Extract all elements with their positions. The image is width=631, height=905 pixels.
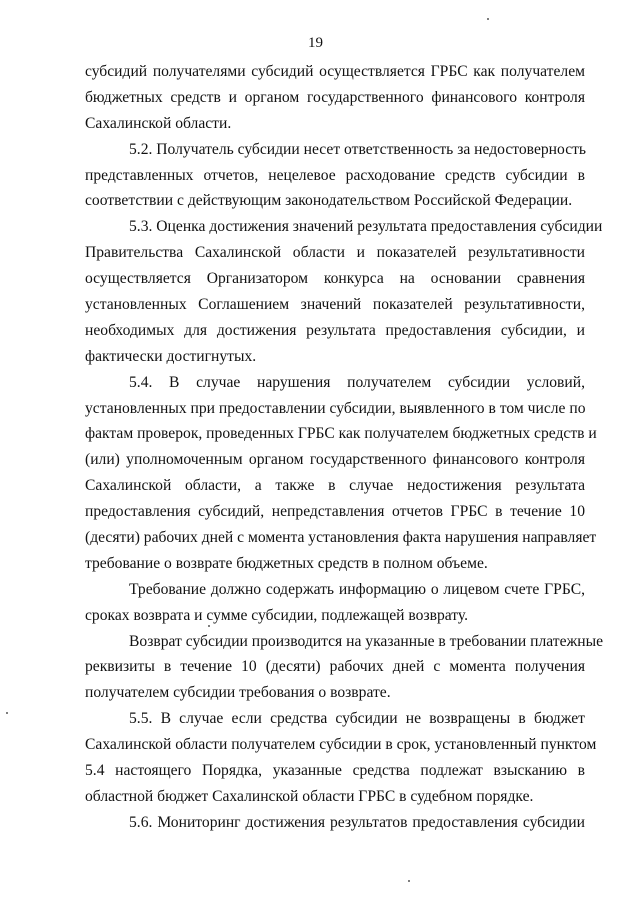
text-line: сроках возврата и сумме субсидии, подлежащей возврату.	[85, 606, 469, 624]
paragraph-requirement	[85, 577, 585, 629]
text-line: фактам проверок, проведенных ГРБС как получателем бюджетных средств и	[85, 425, 597, 443]
text-line: субсидий получателями субсидий осуществляется ГРБС как получателем	[85, 63, 585, 80]
text-line: 5.6. Мониторинг достижения результатов предоставления субсидии	[129, 813, 585, 831]
paragraph-5-4	[85, 370, 597, 577]
text-line: областной бюджет Сахалинской области ГРБС в судебном порядке.	[85, 787, 534, 805]
scan-speck	[208, 625, 210, 627]
scan-speck	[6, 712, 8, 714]
text-line: осуществляется Организатором конкурса на основании сравнения	[85, 270, 585, 288]
paragraph-5-2	[85, 137, 585, 215]
text-line: получателем субсидии требования о возврате.	[85, 684, 391, 702]
text-line: установленных Соглашением значений показателей результативности,	[85, 296, 585, 314]
text-line: Сахалинской области получателем субсидии в срок, установленный пунктом	[85, 736, 597, 754]
text-line: 5.2. Получатель субсидии несет ответственность за недостоверность	[129, 140, 587, 158]
text-line: установленных при предоставлении субсидии, выявленного в том числе по	[85, 399, 586, 417]
text-line: представленных отчетов, нецелевое расходование средств субсидии в	[85, 166, 585, 184]
text-line: Требование должно содержать информацию о лицевом счете ГРБС,	[129, 580, 585, 598]
page-number: 19	[308, 35, 323, 51]
text-line: Правительства Сахалинской области и показателей результативности	[85, 244, 585, 262]
text-line: 5.4 настоящего Порядка, указанные средства подлежат взысканию в	[85, 762, 585, 780]
text-line: предоставления субсидий, непредставления отчетов ГРБС в течение 10	[85, 503, 585, 521]
paragraph-refund	[85, 629, 604, 707]
text-line: необходимых для достижения результата предоставления субсидии, и	[85, 321, 585, 339]
scan-speck	[408, 880, 410, 882]
text-line: Сахалинской области.	[85, 114, 232, 132]
text-line: Возврат субсидии производится на указанные в требовании платежные	[129, 632, 604, 650]
text-line: соответствии с действующим законодательством Российской Федерации.	[85, 192, 573, 210]
paragraph-continuation	[85, 59, 585, 137]
paragraph-5-6	[85, 810, 585, 836]
text-line: 5.3. Оценка достижения значений результата предоставления субсидии	[129, 218, 603, 236]
paragraph-5-5	[85, 706, 597, 810]
text-line: 5.5. В случае если средства субсидии не возвращены в бюджет	[129, 710, 585, 728]
text-line: Сахалинской области, а также в случае недостижения результата	[85, 477, 585, 495]
text-line: (десяти) рабочих дней с момента установления факта нарушения направляет	[85, 529, 597, 547]
scan-speck	[487, 18, 489, 20]
text-line: реквизиты в течение 10 (десяти) рабочих дней с момента получения	[85, 658, 585, 676]
text-line: (или) уполномоченным органом государственного финансового контроля	[85, 451, 585, 469]
paragraph-5-3	[85, 214, 603, 369]
document-body	[85, 59, 604, 836]
text-line: требование о возврате бюджетных средств в полном объеме.	[85, 554, 488, 572]
text-line: фактически достигнутых.	[85, 347, 257, 365]
text-line: бюджетных средств и органом государственного финансового контроля	[85, 88, 585, 106]
text-line: 5.4. В случае нарушения получателем субсидии условий,	[129, 373, 585, 391]
